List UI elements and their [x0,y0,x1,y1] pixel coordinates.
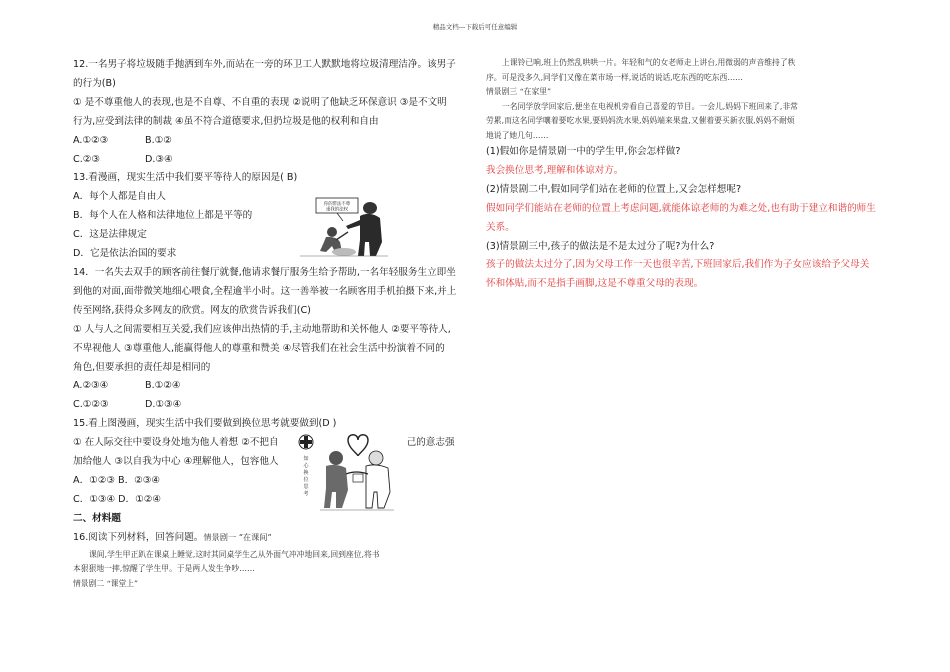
q14-options-1: A.②③④ B.①②④ [73,380,181,392]
q16-answer-3-line-2: 怀和体贴,而不是指手画脚,这是不尊重父母的表现。 [486,278,704,290]
q15-line-2: 加给他人 ③以自我为中心 ④理解他人，包容他人 [73,456,279,468]
q16-scene1-text-1: 课间,学生甲正趴在课桌上睡觉,这时其同桌学生乙从外面气冲冲地回来,回到座位,将书 [89,549,380,559]
q16-question-1: (1)假如你是情景剧一中的学生甲,你会怎样做? [486,146,681,157]
q16-answer-1: 我会换位思考,理解和体谅对方。 [486,164,624,176]
q15-options-2: C．①③④ D．①②④ [73,493,161,505]
q16-answer-2-line-1: 假如同学们能站在老师的位置上考虑问题,就能体谅老师的为难之处,也有助于建立和谐的师生 [486,202,876,214]
q13-stem: 13.看漫画，现实生活中我们要平等待人的原因是( B) [73,172,298,184]
q12-stem-1: 12.一名男子将垃圾随手抛洒到车外,而站在一旁的环卫工人默默地将垃圾清理洁净。该男子 [73,59,456,70]
q14-stem-2: 到他的对面,面带微笑地细心喂食,全程逾半小时。这一善举被一名顾客用手机拍摄下来,并上 [73,285,457,297]
q12-stem-2: 的行为(B) [73,77,116,89]
q14-statement-3: 角色,但要承担的责任却是相同的 [73,361,211,373]
q16-scene2-text-2: 序。可是没多久,同学们又像在菜市场一样,说话的说话,吃东西的吃东西…… [486,72,743,82]
cartoon-vertical-sign: 知心换位思考 [303,456,309,497]
cartoon-sign-line-1: 你的带法不尊 [323,202,351,207]
q14-statement-2: 不卑视他人 ③尊重他人,能赢得他人的尊重和赞美 ④尽管我们在社会生活中扮演着不同的 [73,342,445,354]
q13-option-d: D．它是依法治国的要求 [73,248,177,260]
q12-options-2: C.②③ D.③④ [73,153,173,165]
q12-statement-1: ① 是不尊重他人的表现,也是不自尊、不自重的表现 ②说明了他缺乏环保意识 ③是不文明 [73,96,447,108]
q15-options-1: A．①②③ B．②③④ [73,474,160,486]
page-header: 精品文档---下载后可任意编辑 [432,23,518,31]
q13-option-b: B．每个人在人格和法律地位上都是平等的 [73,210,253,222]
cartoon-sign-line-2: 重我的法权 [326,207,348,213]
q16-scene3-text-2: 劳累,而这名同学嚷着要吃水果,要妈妈洗水果,妈妈端来果盘,又催着要买新衣服,妈妈不耐烦 [486,116,795,125]
q13-option-c: C．这是法律规定 [73,229,147,241]
cartoon-unequal-treatment-icon [296,196,392,258]
q16-scene1-text-2: 本狠狠地一摔,惊醒了学生甲。于是两人发生争吵…… [73,564,255,574]
section-title-materials: 二、材料题 [73,512,121,524]
cartoon-doctor-patient-empathy-icon [296,430,406,512]
q16-stem-line: 16.阅读下列材料，回答问题。情景剧一 “在课间” [73,531,272,543]
q12-statement-2: 行为,应受到法律的制裁 ④虽不符合道德要求,但扔垃圾是他的权利和自由 [73,115,379,127]
q15-line-1: ① 在人际交往中要设身处地为他人着想 ②不把自 己的意志强 [73,437,455,449]
q12-options-1: A.①②③ B.①② [73,134,172,146]
q16-scene3-title: 情景剧三 “在家里” [486,87,552,96]
q16-scene2-text-1: 上课铃已响,班上仍然乱哄哄一片。年轻和气的女老师走上讲台,用微弱的声音维持了秩 [502,58,796,67]
q14-stem-1: 14．一名失去双手的顾客前往餐厅就餐,他请求餐厅服务生给予帮助,一名年轻服务生立即坐 [73,266,456,278]
q16-scene3-text-3: 地说了她几句…… [486,130,549,140]
q16-scene2-title: 情景剧二 “课堂上” [73,578,139,588]
right-column [486,56,880,294]
q13-option-a: A．每个人都是自由人 [73,191,166,203]
q14-options-2: C.①②③ D.①③④ [73,399,182,411]
q16-answer-2-line-2: 关系。 [486,221,515,233]
left-column [73,56,465,591]
q15-stem: 15.看上图漫画，现实生活中我们要做到换位思考就要做到(D ) [73,418,337,430]
q16-answer-3-line-1: 孩子的做法太过分了,因为父母工作一天也很辛苦,下班回家后,我们作为子女应该给予父母关 [486,259,870,271]
q16-scene3-text-1: 一名同学放学回家后,便坐在电视机旁看自己喜爱的节目。一会儿,妈妈下班回来了,非常 [502,101,798,111]
q14-stem-3: 传至网络,获得众多网友的欣赏。网友的欣赏告诉我们(C) [73,304,311,316]
q14-statement-1: ① 人与人之间需要相互关爱,我们应该伸出热情的手,主动地帮助和关怀他人 ②要平等待人, [73,323,451,335]
q16-question-2: (2)情景剧二中,假如同学们站在老师的位置上,又会怎样想呢? [486,183,742,195]
q16-question-3: (3)情景剧三中,孩子的做法是不是太过分了呢?为什么? [486,240,715,252]
